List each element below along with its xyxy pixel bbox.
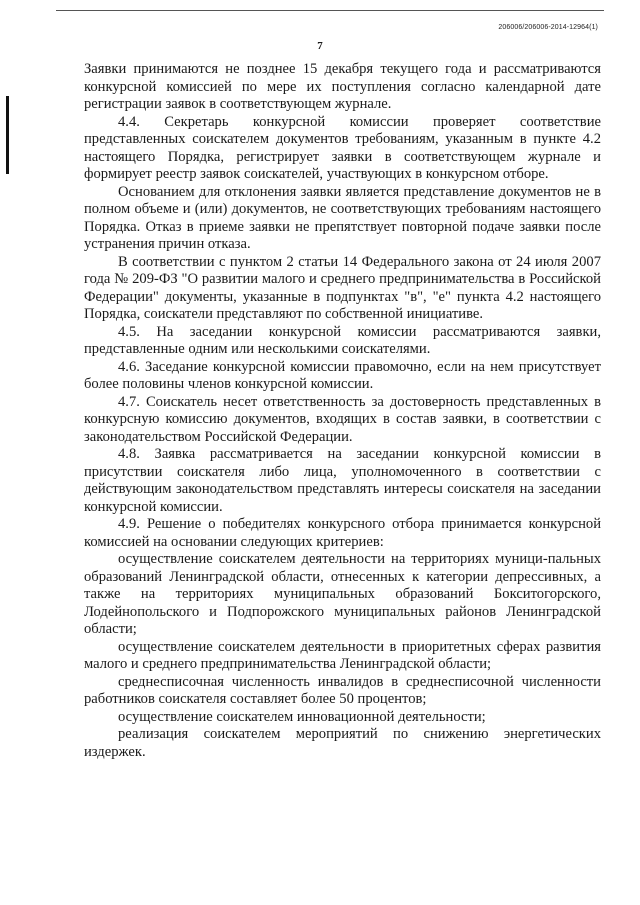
document-id: 206006/206006-2014-12964(1) xyxy=(498,24,598,31)
paragraph-applications-deadline: Заявки принимаются не позднее 15 декабря текущего года и рассматриваются конкурсной комиссией по мере их поступления согласно календарной дате регистрации заявок в соответствующем журнале. xyxy=(84,61,601,112)
criterion-priority-spheres: осуществление соискателем деятельности в приоритетных сферах развития малого и среднего предпринимательства Ленинградской области; xyxy=(84,638,601,672)
paragraph-4-5: 4.5. На заседании конкурсной комиссии рассматриваются заявки, представленные одним или несколькими соискателями. xyxy=(84,323,601,357)
paragraph-4-4: 4.4. Секретарь конкурсной комиссии проверяет соответствие представленных соискателем документов требованиям, указанным в пункте 4.2 настоящего Порядка, регистрирует заявки в соответствующем журнале и формирует реестр заявок соискателей, участвующих в конкурсном отборе. xyxy=(84,113,601,182)
top-scan-rule xyxy=(56,10,604,11)
paragraph-federal-law: В соответствии с пунктом 2 статьи 14 Федерального закона от 24 июля 2007 года № 209-ФЗ "О развитии малого и среднего предпринимательства в Российской Федерации" документы, указанные в подпунктах "в", "е" пункта 4.2 настоящего Порядка, соискатели представляют по собственной инициативе. xyxy=(84,253,601,322)
paragraph-4-7: 4.7. Соискатель несет ответственность за достоверность представленных в конкурсную комиссию документов, входящих в состав заявки, в соответствии с законодательством Российской Федерации. xyxy=(84,393,601,445)
paragraph-4-6: 4.6. Заседание конкурсной комиссии правомочно, если на нем присутствует более половины членов конкурсной комиссии. xyxy=(84,358,601,392)
paragraph-4-9: 4.9. Решение о победителях конкурсного отбора принимается конкурсной комиссией на основании следующих критериев: xyxy=(84,516,601,550)
criterion-disabled-employees: среднесписочная численность инвалидов в среднесписочной численности работников соискателя составляет более 50 процентов; xyxy=(84,673,601,707)
paragraph-4-8: 4.8. Заявка рассматривается на заседании конкурсной комиссии в присутствии соискателя либо лица, уполномоченного в соответствии с действующим законодательством представлять интересы соискателя на заседании конкурсной комиссии. xyxy=(84,446,601,515)
criterion-depressive-territories: осуществление соискателем деятельности на территориях муници-пальных образований Ленинградской области, отнесенных к категории депрессивных, а также на территориях муниципальных образований Бокситогорского, Лодейнопольского и Подпорожского муниципальных районов Ленинградской области; xyxy=(84,551,601,637)
criterion-energy-saving: реализация соискателем мероприятий по снижению энергетических издержек. xyxy=(84,726,601,760)
page-number: 7 xyxy=(317,40,323,52)
paragraph-rejection-grounds: Основанием для отклонения заявки является представление документов не в полном объеме и (или) документов, не соответствующих требованиям настоящего Порядка. Отказ в приеме заявки не препятствует повторной подаче заявки после устранения причин отказа. xyxy=(84,183,601,252)
document-body xyxy=(84,61,601,761)
criterion-innovation: осуществление соискателем инновационной деятельности; xyxy=(118,708,486,725)
margin-scan-mark xyxy=(6,96,9,174)
